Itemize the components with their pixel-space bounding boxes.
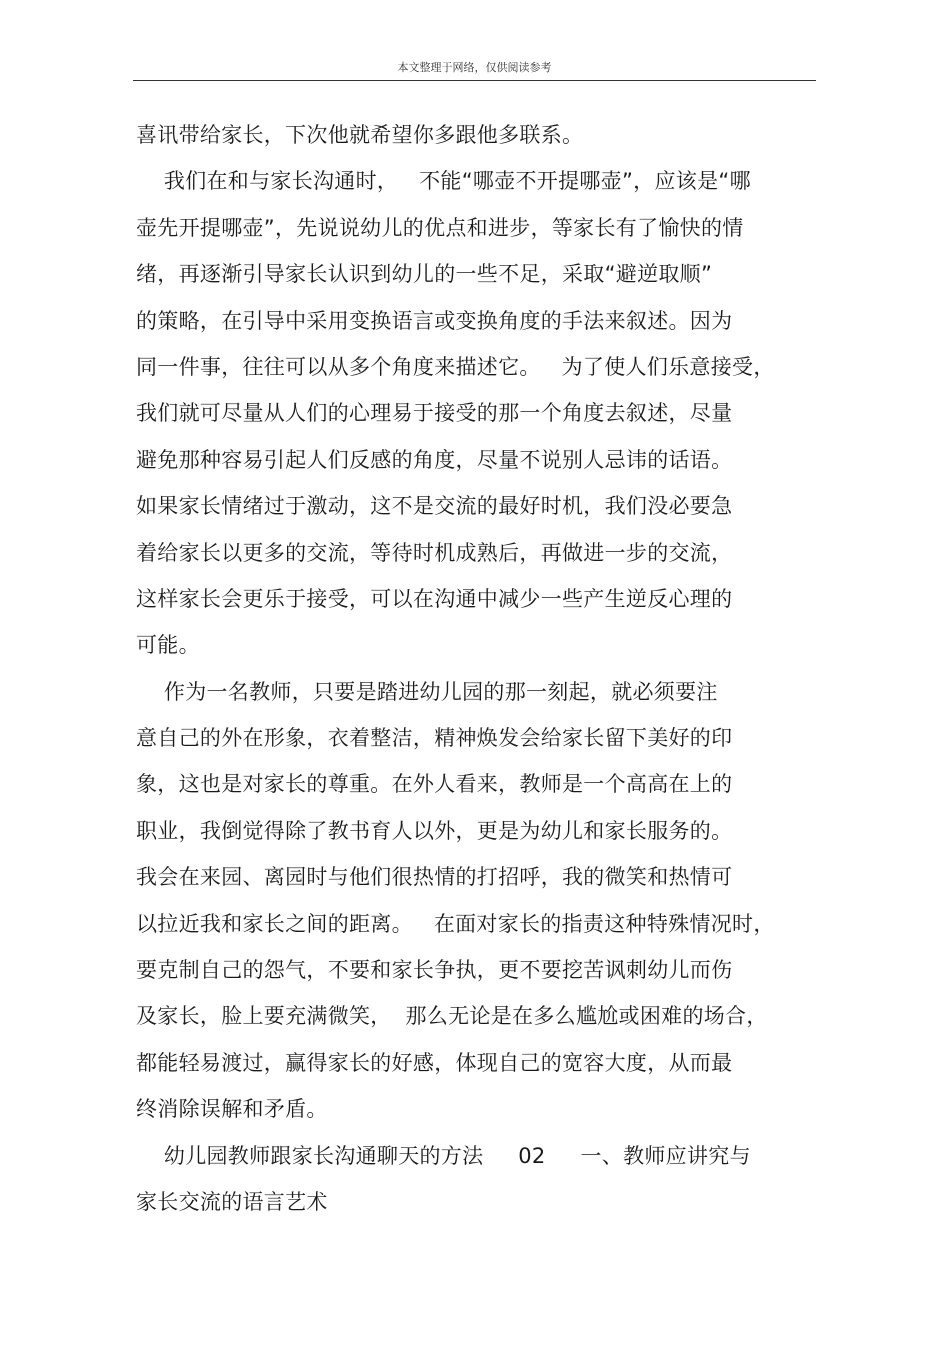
text-line: 意自己的外在形象，衣着整洁，精神焕发会给家长留下美好的印: [136, 726, 733, 751]
text-line: 我们就可尽量从人们的心理易于接受的那一个角度去叙述，尽量: [136, 401, 733, 426]
text-line: 我们在和与家长沟通时， 不能“哪壶不开提哪壶”，应该是“哪: [136, 169, 751, 194]
text-line: 绪，再逐渐引导家长认识到幼儿的一些不足，采取“避逆取顺”: [136, 262, 713, 287]
text-line: 同一件事，往往可以从多个角度来描述它。 为了使人们乐意接受，: [136, 354, 775, 379]
text-line: 着给家长以更多的交流，等待时机成熟后，再做进一步的交流，: [136, 540, 733, 565]
text-line: 作为一名教师，只要是踏进幼儿园的那一刻起，就必须要注: [136, 679, 718, 704]
text-line: 职业，我倒觉得除了教书育人以外，更是为幼儿和家长服务的。: [136, 818, 733, 843]
page-header: [133, 60, 816, 81]
text-line: 避免那种容易引起人们反感的角度，尽量不说别人忌讳的话语。: [136, 447, 733, 472]
text-line: 壶先开提哪壶”，先说说幼儿的优点和进步，等家长有了愉快的情: [136, 215, 744, 240]
text-line: 终消除误解和矛盾。: [136, 1097, 328, 1122]
text-line: 象，这也是对家长的尊重。在外人看来，教师是一个高高在上的: [136, 772, 733, 797]
header-text: 本文整理于网络，仅供阅读参考: [397, 61, 552, 74]
text-line: 都能轻易渡过，赢得家长的好感，体现自己的宽容大度，从而最: [136, 1050, 733, 1075]
text-line: 以拉近我和家长之间的距离。 在面对家长的指责这种特殊情况时，: [136, 911, 775, 936]
section-heading-line: 幼儿园教师跟家长沟通聊天的方法 02 一、教师应讲究与: [136, 1143, 751, 1168]
text-line: 如果家长情绪过于激动，这不是交流的最好时机，我们没必要急: [136, 494, 733, 519]
text-line: 要克制自己的怨气，不要和家长争执，更不要挖苦讽刺幼儿而伤: [136, 958, 733, 983]
document-body: [136, 112, 826, 1225]
text-line: 可能。: [136, 633, 200, 658]
text-line: 及家长，脸上要充满微笑， 那么无论是在多么尴尬或困难的场合，: [136, 1004, 768, 1029]
text-line: 的策略，在引导中采用变换语言或变换角度的手法来叙述。因为: [136, 308, 733, 333]
section-heading-line: 家长交流的语言艺术: [136, 1189, 328, 1214]
text-line: 我会在来园、离园时与他们很热情的打招呼，我的微笑和热情可: [136, 865, 733, 890]
text-line: 喜讯带给家长，下次他就希望你多跟他多联系。: [136, 123, 584, 147]
text-line: 这样家长会更乐于接受，可以在沟通中减少一些产生逆反心理的: [136, 586, 733, 611]
